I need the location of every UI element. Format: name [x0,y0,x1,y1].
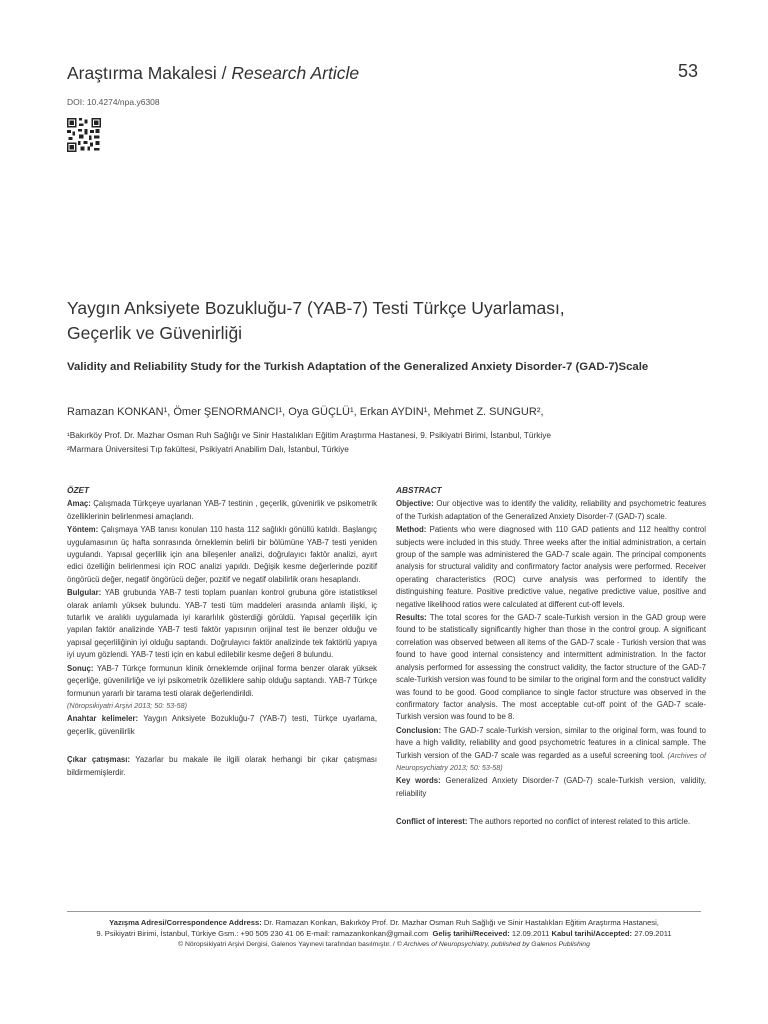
affiliation-1: ¹Bakırköy Prof. Dr. Mazhar Osman Ruh Sağlığı ve Sinir Hastalıkları Eğitim Araştırma Hastanesi, 9. Psikiyatri Birimi, İstanbul, Türkiye [67,430,551,440]
amac-text: Çalışmada Türkçeye uyarlanan YAB-7 testinin , geçerlik, güvenirlik ve psikometrik özelliklerinin belirlenmesi amaçlandı. [67,499,378,521]
affiliation-2: ²Marmara Üniversitesi Tıp fakültesi, Psikiyatri Anabilim Dalı, İstanbul, Türkiye [67,444,349,454]
anahtar-kelimeler-label: Anahtar kelimeler: [67,714,139,724]
bulgular-label: Bulgular: [67,588,102,598]
abstract-coi [396,816,706,828]
cikar-catismasi-text: Yazarlar bu makale ile ilgili olarak herhangi bir çıkar çatışması bildirmemişlerdir. [67,755,377,777]
journal-section-header [67,63,359,84]
results-text: The total scores for the GAD-7 scale-Turkish version in the GAD group were found to be statistically significantly higher than those in the control group. A significant correlation was observed between all items of the GAD-7 scale - Turkish version that was found to have good internal consistency and intermittent administration. In the factor analysis performed for assessing the construct validity, the factor structure of the GAD-7 scale-Turkish version was found to be similar to the original form and the construct validity was found to be good. Good compliance to single factor structure was observed in the confirmatory factor analysis. The most acceptable cut-off point of the GAD-7 scale-Turkish version was found to be 8. [396,613,706,722]
title-tr-line-2: Geçerlik ve Güvenirliği [67,323,243,343]
copyright-en: © Archives of Neuropsychiatry, published by Galenos Publishing [396,941,590,948]
ozet-bulgular [67,587,377,661]
section-label-tr: Araştırma Makalesi [67,63,217,83]
accepted-date: 27.09.2011 [634,929,672,938]
received-label: Geliş tarihi/Received: [432,929,510,938]
footer-line-1 [67,917,701,928]
key-words-label: Key words: [396,776,441,786]
method-label: Method: [396,525,427,535]
title-tr-line-1: Yaygın Anksiyete Bozukluğu-7 (YAB-7) Testi Türkçe Uyarlaması, [67,298,565,318]
anahtar-kelimeler-text: Yaygın Anksiyete Bozukluğu-7 (YAB-7) testi, Türkçe uyarlama, geçerlik, güvenilirlik [67,714,377,736]
sonuc-text: YAB-7 Türkçe formunun klinik örneklemde orijinal forma benzer olarak yüksek geçerliğe, güvenilirliğe ve iyi psikometrik özelliklere sahip olduğu saptandı. YAB-7 Türkçe formunun yararlı bir tarama testi olarak değerlendirildi. [67,663,377,698]
ozet-sonuc [67,663,377,713]
footer-divider [67,911,701,912]
ozet-citation: (Nöropsikiyatri Arşivi 2013; 50: 53-58) [67,700,187,710]
section-label-en: Research Article [231,63,360,83]
abstract-heading: ABSTRACT [396,485,442,495]
abstract-keywords [396,775,706,800]
abstract-column [396,484,706,830]
address-label: Yazışma Adresi/Correspondence Address: [109,918,262,927]
abstract-results [396,612,706,724]
doi: DOI: 10.4274/npa.y6308 [67,97,160,107]
objective-text: Our objective was to identify the validity, reliability and psychometric features of the Turkish adaptation of the Generalized Anxiety Disorder-7 (GAD-7) scale. [396,499,706,521]
ozet-heading: ÖZET [67,485,90,495]
section-separator: / [216,63,232,83]
abstract-objective [396,498,706,523]
conflict-of-interest-label: Conflict of interest: [396,817,468,827]
conflict-of-interest-text: The authors reported no conflict of interest related to this article. [469,817,691,827]
abstract-method [396,524,706,611]
yontem-text: Çalışmaya YAB tanısı konulan 110 hasta 112 sağlıklı gönüllü katıldı. Başlangıç uygulamasının üç hafta sonrasında örneklemin belirli bir bölümüne YAB-7 testi yeniden uygulandı. Yapısal geçerlilik için ana bileşenler analizi, doğrulayıcı faktör analizi, ayırt edici özelliğin belirlenmesi için ROC analizi yapıldı. Değişik kesme değerlerinde pozitif öngörücü değer, negatif öngörücü değer, pozitif ve negatif olabilirlik oranı hesaplandı. [67,525,378,584]
copyright-tr: © Nöropsikiyatri Arşivi Dergisi, Galenos Yayınevi tarafından basılmıştır. / [178,941,397,948]
footer-line-2 [67,928,701,939]
author-list: Ramazan KONKAN¹, Ömer ŞENORMANCI¹, Oya GÜÇLÜ¹, Erkan AYDIN¹, Mehmet Z. SUNGUR², [67,406,544,418]
article-title-tr [67,296,707,346]
page-number: 53 [677,61,698,81]
conclusion-text: The GAD-7 scale-Turkish version, similar to the original form, was found to have a high validity, reliability and good psychometric features in a clinical sample. The Turkish version of the GAD-7 scale was regarded as a useful screening tool. [396,725,706,760]
accepted-label: Kabul tarihi/Accepted: [551,929,633,938]
received-date: 12.09.2011 [511,929,550,938]
amac-label: Amaç: [67,499,91,509]
article-title-en: Validity and Reliability Study for the Turkish Adaptation of the Generalized Anxiety Disorder-7 (GAD-7)Scale [67,361,649,373]
results-label: Results: [396,613,427,623]
conclusion-label: Conclusion: [396,725,442,735]
method-text: Patients who were diagnosed with 110 GAD patients and 112 healthy control subjects were included in this study. Three weeks after the initial administration, a certain group of the sample was administered the GAD-7 scale again. The principal components analysis for structural validity and confirmatory factor analysis were performed. Receiver operating characteristics (ROC) curve analysis was performed to identify the distinguishing feature. Positive predictive value, negative predictive value, positive and negative likelihood ratios were calculated at different cut-off levels. [396,525,707,609]
footer-copyright [67,939,701,950]
address-text: Dr. Ramazan Konkan, Bakırköy Prof. Dr. Mazhar Osman Ruh Sağlığı ve Sinir Hastalıkları Eğitim Araştırma Hastanesi, [263,918,659,927]
correspondence-footer [67,917,701,950]
objective-label: Objective: [396,499,434,509]
yontem-label: Yöntem: [67,525,99,535]
key-words-text: Generalized Anxiety Disorder-7 (GAD-7) scale-Turkish version, validity, reliability [396,776,706,798]
ozet-amac [67,498,377,523]
abstract-citation: (Archives of Neuropsychiatry 2013; 50: 53-58) [396,750,706,772]
ozet-yontem [67,524,377,586]
ozet-coi [67,754,377,779]
address-text-2: 9. Psikiyatri Birimi, İstanbul, Türkiye Gsm.: +90 505 230 41 06 E-mail: ramazankonkan@gmail.com [96,929,429,938]
qr-code-icon [67,118,101,152]
abstract-conclusion [396,725,706,775]
sonuc-label: Sonuç: [67,663,94,673]
ozet-keywords [67,713,377,738]
cikar-catismasi-label: Çıkar çatışması: [67,755,130,765]
bulgular-text: YAB grubunda YAB-7 testi toplam puanları kontrol grubuna göre istatistiksel olarak anlamlı yüksek bulundu. YAB-7 testi tüm maddeleri arasında anlamlı ilişki, iç tutarlık ve aralıklı uygulamada iyi kararlılık gösterdiği görüldü. Yapısal geçerlilik için yapılan faktör analizinde YAB-7 testi faktör yapısının orijinal test ile benzer olduğu ve yapısal geçerliliğinin iyi olduğu saptandı. Doğrulayıcı faktör analizinde tek faktörlü yapıya iyi uyum gözlendi. YAB-7 testi için en kabul edilebilir kesme değeri 8 bulundu. [67,588,377,660]
ozet-column [67,484,377,780]
